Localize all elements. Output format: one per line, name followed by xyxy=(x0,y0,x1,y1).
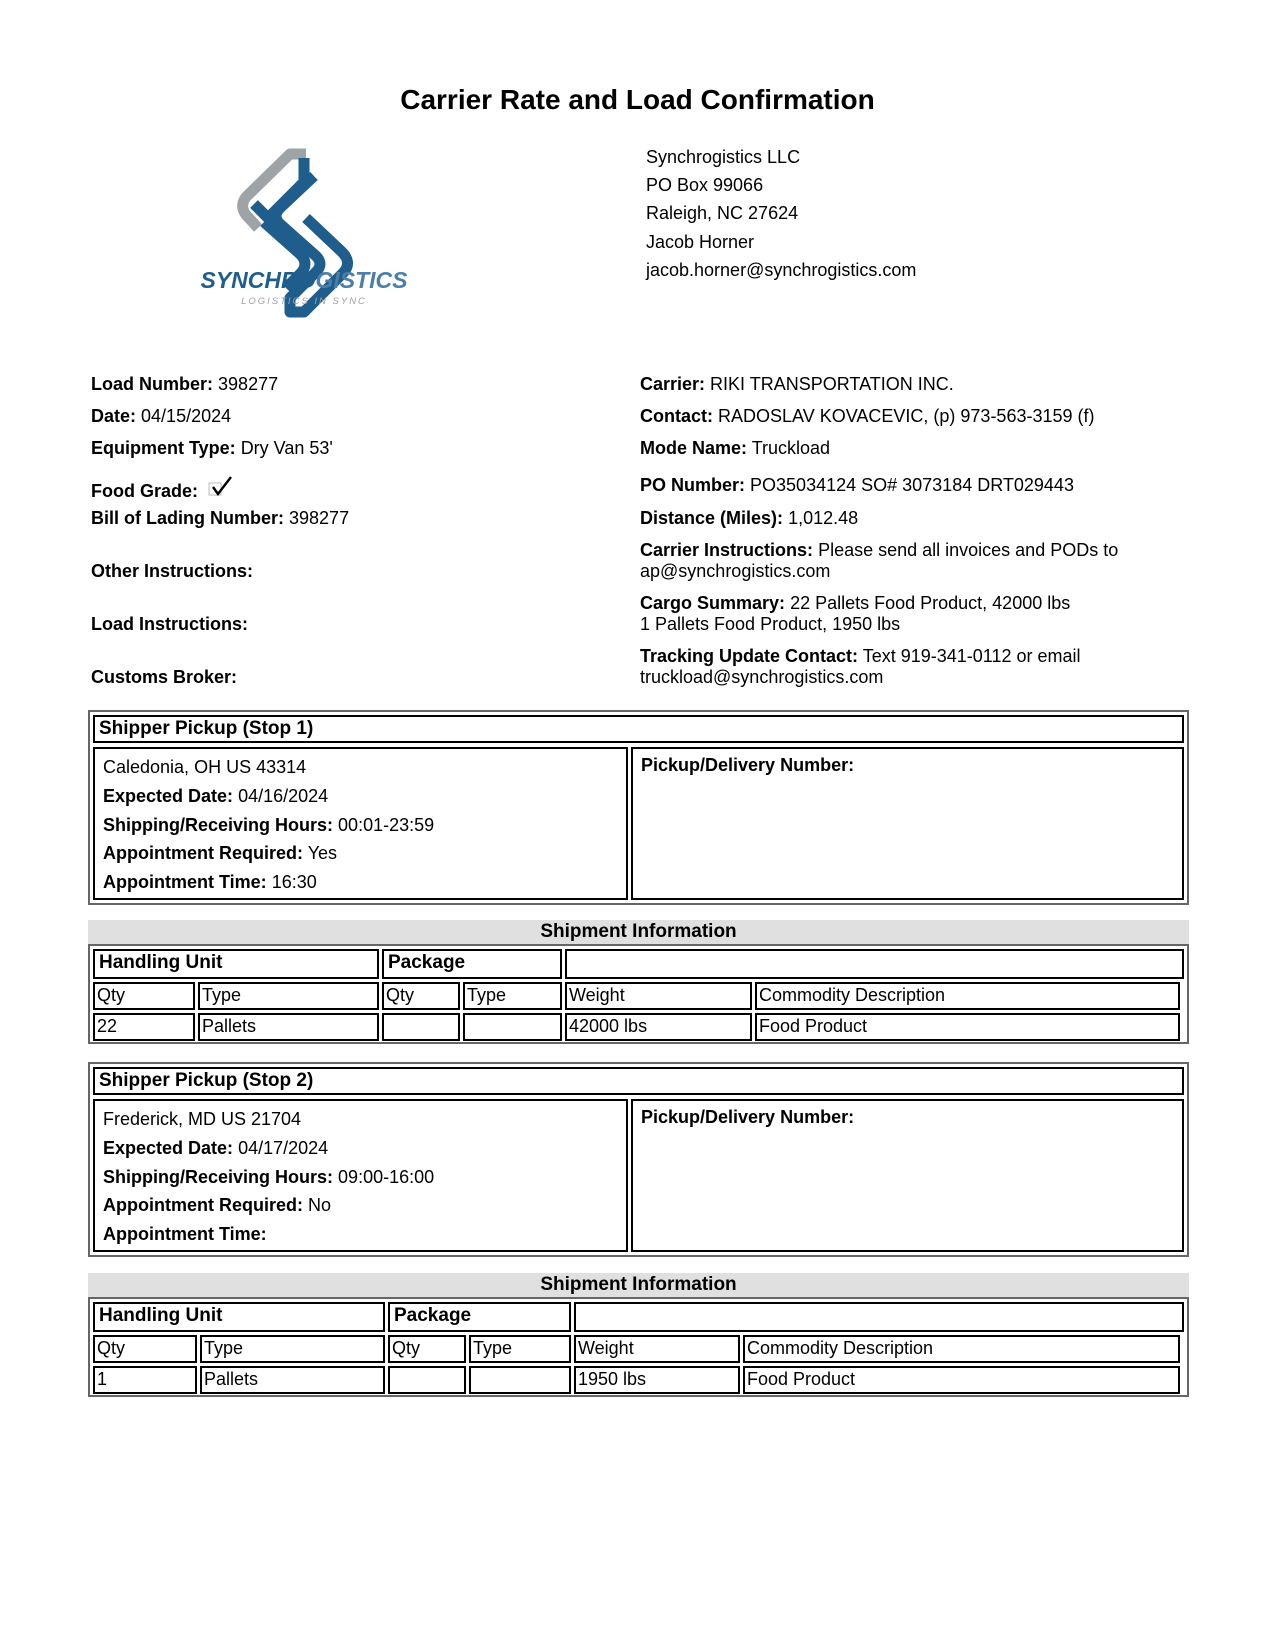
stop-1-title: Shipper Pickup (Stop 1) xyxy=(93,715,1184,743)
carrier-instructions-email[interactable]: ap@synchrogistics.com xyxy=(640,561,831,581)
col-qty: Qty xyxy=(93,1335,197,1363)
handling-unit-header: Handling Unit xyxy=(93,949,379,979)
cell-commodity: Food Product xyxy=(743,1366,1180,1394)
stop-2-appointment-time: Appointment Time: xyxy=(103,1224,267,1245)
document-title: Carrier Rate and Load Confirmation xyxy=(400,84,875,115)
tracking-update-contact: Tracking Update Contact: Text 919-341-0112 or email truckload@synchrogistics.com xyxy=(640,646,1081,687)
stop-1-shipment-table xyxy=(88,944,1189,1044)
po-number: PO Number: PO35034124 SO# 3073184 DRT029443 xyxy=(640,475,1074,495)
col-commodity: Commodity Description xyxy=(743,1335,1180,1363)
company-address xyxy=(646,143,916,284)
carrier-instructions: Carrier Instructions: Please send all invoices and PODs to ap@synchrogistics.com xyxy=(640,540,1119,581)
col-package-type: Type xyxy=(469,1335,571,1363)
synchrogistics-logo xyxy=(194,142,414,328)
tracking-email[interactable]: truckload@synchrogistics.com xyxy=(640,667,884,687)
blank-header xyxy=(565,949,1184,979)
food-grade: Food Grade: xyxy=(91,475,234,504)
stop-2-expected-date: Expected Date: 04/17/2024 xyxy=(103,1137,329,1158)
stop-1-appointment-required: Appointment Required: Yes xyxy=(103,843,338,864)
stop-2-shipment-table xyxy=(88,1297,1189,1397)
col-commodity: Commodity Description xyxy=(755,982,1180,1010)
stop-1-location: Caledonia, OH US 43314 xyxy=(103,757,307,777)
cell-package-type xyxy=(469,1366,571,1394)
stop-2-pickup-number: Pickup/Delivery Number: xyxy=(631,1099,1184,1252)
handling-unit-header: Handling Unit xyxy=(93,1302,385,1332)
stop-2-panel xyxy=(88,1062,1189,1257)
cell-commodity: Food Product xyxy=(755,1013,1180,1041)
cell-type: Pallets xyxy=(200,1366,385,1394)
stop-2-location: Frederick, MD US 21704 xyxy=(103,1109,302,1129)
stop-1-details xyxy=(93,747,628,900)
svg-text:LOGISTICS IN SYNC: LOGISTICS IN SYNC xyxy=(241,296,367,307)
carrier-contact: Contact: RADOSLAV KOVACEVIC, (p) 973-563-3159 (f) xyxy=(640,406,1095,426)
company-name: Synchrogistics LLC xyxy=(646,147,801,167)
load-date: Date: 04/15/2024 xyxy=(91,406,232,426)
cell-type: Pallets xyxy=(198,1013,379,1041)
customs-broker: Customs Broker: xyxy=(91,667,238,687)
col-package-qty: Qty xyxy=(382,982,460,1010)
stop-1-hours: Shipping/Receiving Hours: 00:01-23:59 xyxy=(103,814,435,835)
cell-qty: 22 xyxy=(93,1013,195,1041)
stop-2-appointment-required: Appointment Required: No xyxy=(103,1195,332,1216)
package-header: Package xyxy=(382,949,562,979)
carrier: Carrier: RIKI TRANSPORTATION INC. xyxy=(640,374,954,394)
col-package-type: Type xyxy=(463,982,562,1010)
col-weight: Weight xyxy=(574,1335,740,1363)
package-header: Package xyxy=(388,1302,571,1332)
other-instructions: Other Instructions: xyxy=(91,561,254,581)
blank-header xyxy=(574,1302,1184,1332)
col-type: Type xyxy=(198,982,379,1010)
stop-1-panel xyxy=(88,710,1189,905)
stop-2-title: Shipper Pickup (Stop 2) xyxy=(93,1067,1184,1095)
load-instructions: Load Instructions: xyxy=(91,614,248,634)
load-number: Load Number: 398277 xyxy=(91,374,279,394)
cell-weight: 1950 lbs xyxy=(574,1366,740,1394)
svg-text:SYNCHROGISTICS: SYNCHROGISTICS xyxy=(200,267,408,293)
col-package-qty: Qty xyxy=(388,1335,466,1363)
stop-2-shipment-header: Shipment Information xyxy=(88,1273,1189,1297)
stop-1-appointment-time: Appointment Time: 16:30 xyxy=(103,872,317,893)
col-qty: Qty xyxy=(93,982,195,1010)
col-weight: Weight xyxy=(565,982,752,1010)
col-type: Type xyxy=(200,1335,385,1363)
company-contact: Jacob Horner xyxy=(646,231,755,252)
cell-package-qty xyxy=(382,1013,460,1041)
company-address-line2: Raleigh, NC 27624 xyxy=(646,203,799,224)
distance-miles: Distance (Miles): 1,012.48 xyxy=(640,508,859,528)
cell-package-qty xyxy=(388,1366,466,1394)
company-email[interactable]: jacob.horner@synchrogistics.com xyxy=(646,259,917,280)
cell-package-type xyxy=(463,1013,562,1041)
bill-of-lading-number: Bill of Lading Number: 398277 xyxy=(91,508,350,528)
mode-name: Mode Name: Truckload xyxy=(640,438,831,458)
equipment-type: Equipment Type: Dry Van 53' xyxy=(91,438,333,458)
stop-1-pickup-number: Pickup/Delivery Number: xyxy=(631,747,1184,900)
cargo-summary: Cargo Summary: 22 Pallets Food Product, 42000 lbs 1 Pallets Food Product, 1950 lbs xyxy=(640,593,1071,634)
stop-2-hours: Shipping/Receiving Hours: 09:00-16:00 xyxy=(103,1166,435,1187)
stop-2-details xyxy=(93,1099,628,1252)
cell-qty: 1 xyxy=(93,1366,197,1394)
cell-weight: 42000 lbs xyxy=(565,1013,752,1041)
stop-1-expected-date: Expected Date: 04/16/2024 xyxy=(103,785,329,806)
checkmark-icon xyxy=(208,475,234,504)
stop-1-shipment-header: Shipment Information xyxy=(88,920,1189,944)
company-address-line1: PO Box 99066 xyxy=(646,175,764,196)
